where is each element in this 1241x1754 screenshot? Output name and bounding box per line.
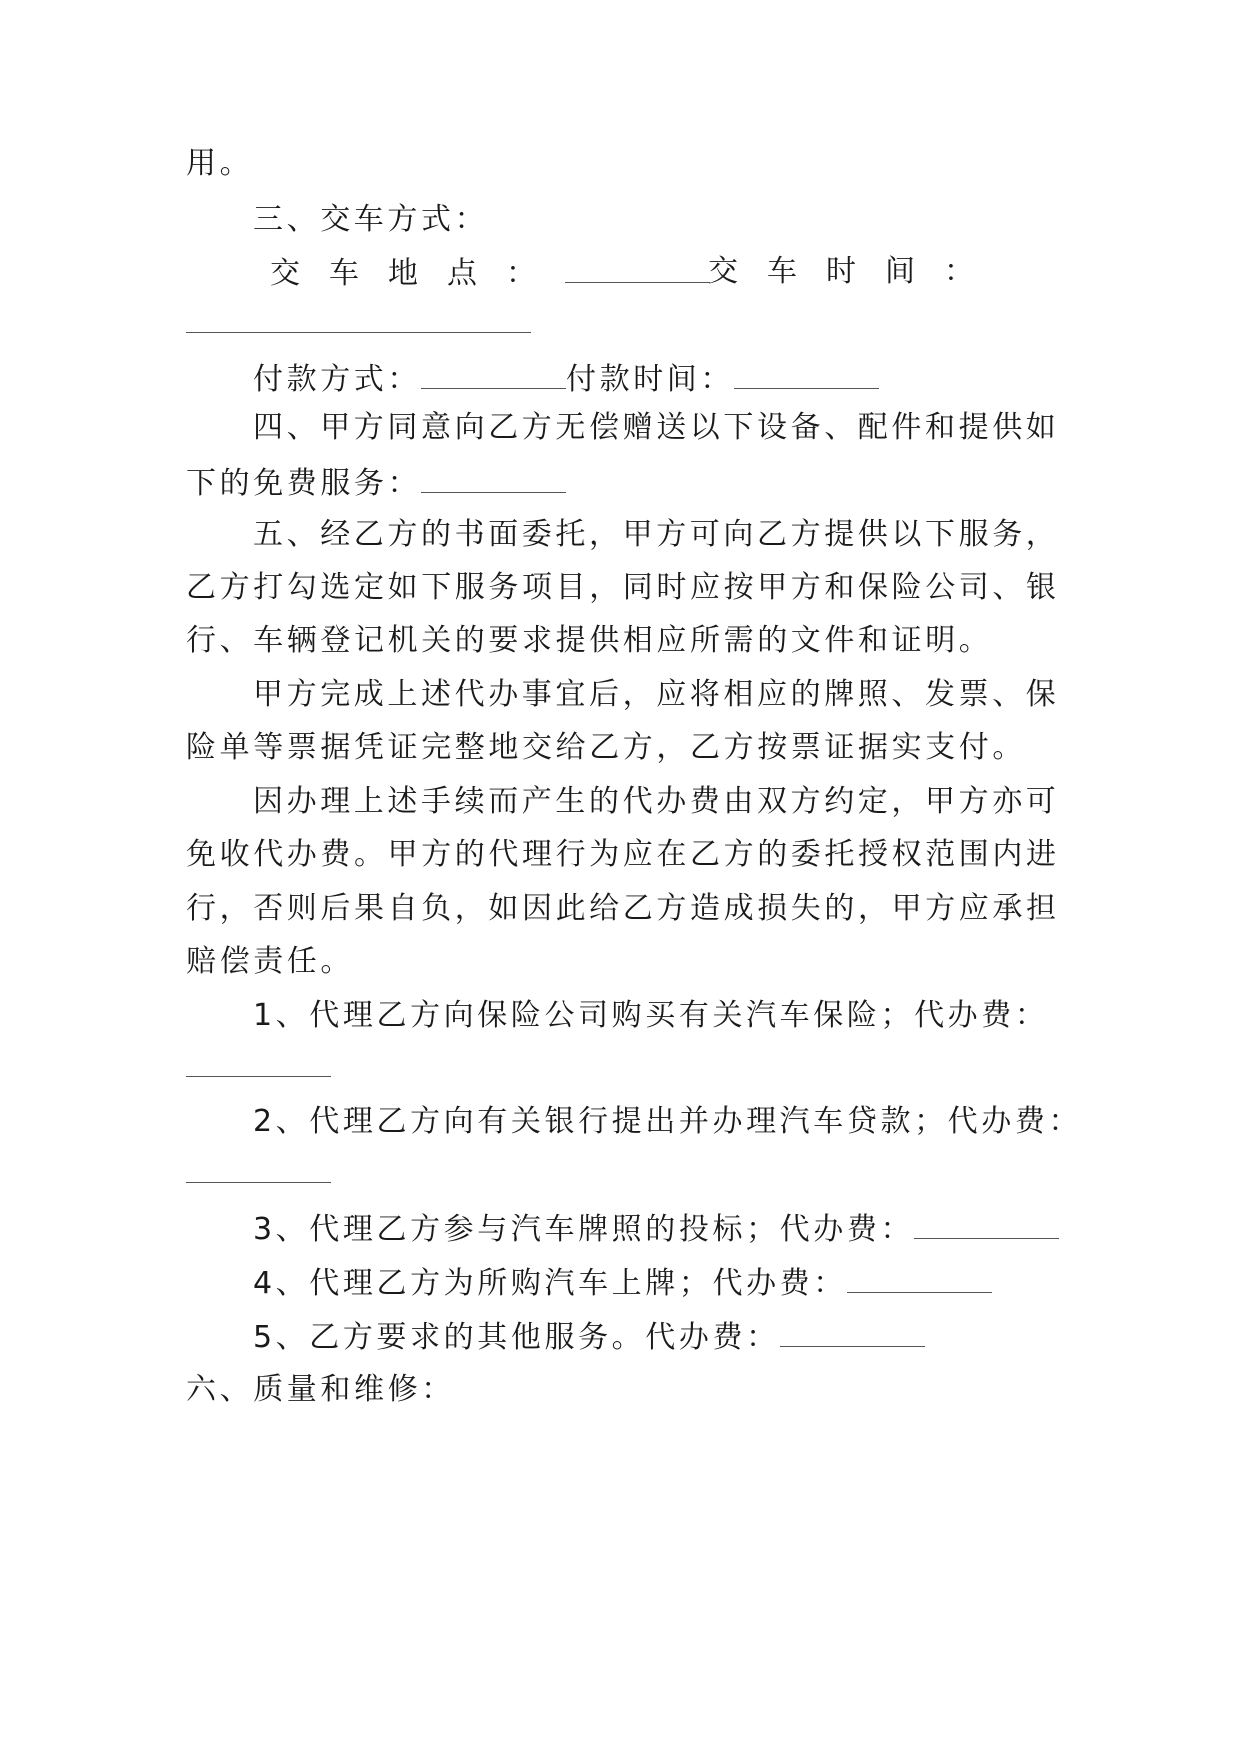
text-line: 行、车辆登记机关的要求提供相应所需的文件和证明。 (186, 623, 993, 658)
text-line: 险单等票据凭证完整地交给乙方，乙方按票证据实支付。 (186, 730, 1026, 765)
delivery-time-group (708, 252, 1003, 292)
payment-time-label: 付款时间： (566, 362, 734, 397)
service-item-other: 5、乙方要求的其他服务。代办费： (253, 1320, 780, 1355)
service-item-insurance: 1、代理乙方向保险公司购买有关汽车保险；代办费： (253, 998, 1049, 1033)
payment-row (253, 358, 879, 400)
service-item-insurance-fee-row (186, 1046, 331, 1088)
loan-fee-blank (186, 1152, 331, 1183)
text-line: 用。 (186, 146, 254, 181)
text-line: 甲方完成上述代办事宜后，应将相应的牌照、发票、保 (253, 677, 1060, 712)
text-line: 因办理上述手续而产生的代办费由双方约定，甲方亦可 (253, 784, 1060, 819)
service-item-registration: 4、代理乙方为所购汽车上牌；代办费： (253, 1266, 847, 1301)
service-item-other-row (253, 1316, 925, 1358)
section-heading-delivery: 三、交车方式： (253, 202, 489, 237)
delivery-place-time-row (270, 252, 710, 294)
text-line: 行，否则后果自负，如因此给乙方造成损失的，甲方应承担 (186, 891, 1060, 926)
payment-method-label: 付款方式： (253, 362, 421, 397)
service-item-plate-bid-row (253, 1208, 1059, 1250)
delivery-time-label: 交车时间： (708, 254, 1003, 289)
plate-bid-fee-blank (914, 1208, 1059, 1239)
free-service-blank (421, 462, 566, 493)
text-line: 免收代办费。甲方的代理行为应在乙方的委托授权范围内进 (186, 837, 1060, 872)
payment-time-blank (734, 358, 879, 389)
service-item-registration-row (253, 1262, 992, 1304)
other-fee-blank (780, 1316, 925, 1347)
registration-fee-blank (847, 1262, 992, 1293)
service-item-plate-bid: 3、代理乙方参与汽车牌照的投标；代办费： (253, 1212, 915, 1247)
text-line: 四、甲方同意向乙方无偿赠送以下设备、配件和提供如 (253, 410, 1060, 445)
section-heading-quality: 六、质量和维修： (186, 1372, 455, 1407)
service-item-loan-fee-row (186, 1152, 331, 1194)
free-service-row (186, 462, 566, 504)
insurance-fee-blank (186, 1046, 331, 1077)
text-line: 乙方打勾选定如下服务项目，同时应按甲方和保险公司、银 (186, 570, 1060, 605)
payment-method-blank (421, 358, 566, 389)
delivery-time-blank (186, 302, 531, 333)
text-line: 赔偿责任。 (186, 944, 354, 979)
service-item-loan: 2、代理乙方向有关银行提出并办理汽车贷款；代办费： (253, 1104, 1083, 1139)
delivery-time-blank-row (186, 302, 531, 344)
text-line: 五、经乙方的书面委托，甲方可向乙方提供以下服务， (253, 517, 1060, 552)
free-service-label: 下的免费服务： (186, 466, 422, 501)
delivery-place-label: 交车地点： (270, 256, 565, 291)
delivery-place-blank (565, 252, 710, 283)
